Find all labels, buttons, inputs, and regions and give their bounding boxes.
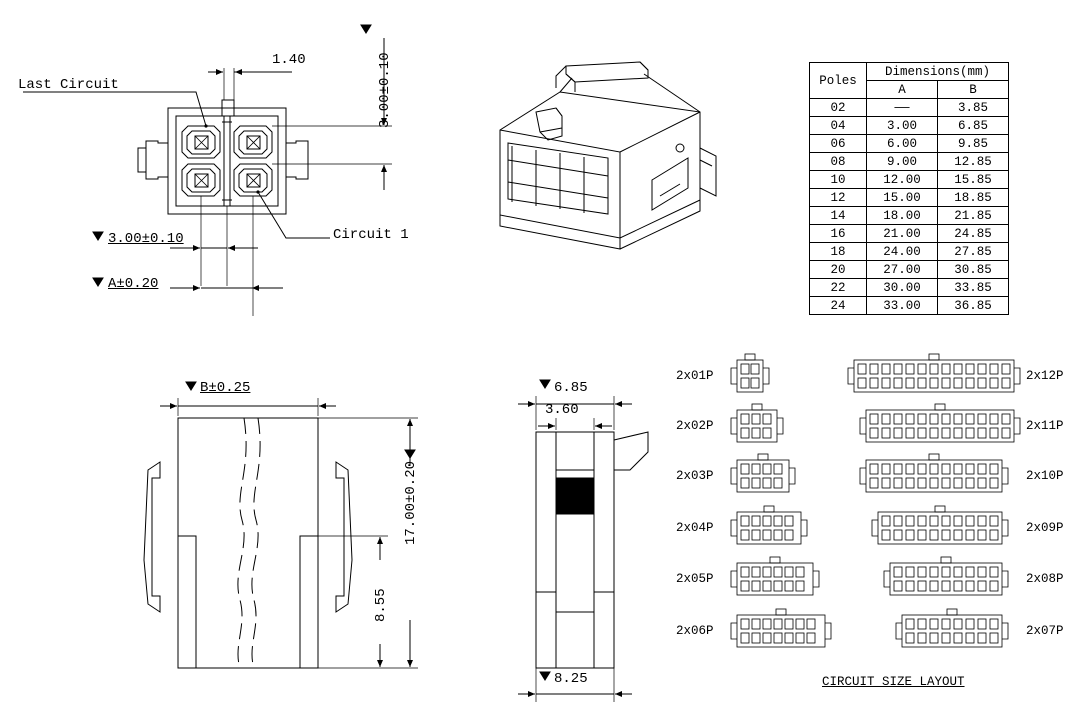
- cell-poles: 06: [810, 135, 867, 153]
- cell-a: 24.00: [867, 243, 938, 261]
- table-row: [810, 225, 1009, 243]
- cell-a: 9.00: [867, 153, 938, 171]
- cell-poles: 20: [810, 261, 867, 279]
- cell-b: 27.85: [938, 243, 1009, 261]
- table-row: [810, 207, 1009, 225]
- label-last-circuit: Last Circuit: [18, 77, 119, 93]
- layout-label-2x11p: 2x11P: [1026, 419, 1064, 433]
- layout-label-2x09p: 2x09P: [1026, 521, 1064, 535]
- cell-b: 9.85: [938, 135, 1009, 153]
- dim-side-top-width: 6.85: [554, 380, 588, 396]
- layout-label-2x06p: 2x06P: [676, 624, 714, 638]
- layout-label-2x07p: 2x07P: [1026, 624, 1064, 638]
- cell-a: 33.00: [867, 297, 938, 315]
- dimensions-table: [809, 62, 1009, 315]
- dim-a: A±0.20: [108, 276, 159, 292]
- cell-a: 15.00: [867, 189, 938, 207]
- table-header-poles: Poles: [810, 63, 867, 99]
- table-row: [810, 279, 1009, 297]
- cell-a: 12.00: [867, 171, 938, 189]
- table-header-a: A: [867, 81, 938, 99]
- cell-a: 30.00: [867, 279, 938, 297]
- table-row: [810, 99, 1009, 117]
- dim-pitch-horizontal: 1.40: [272, 52, 306, 68]
- circuit-size-layout-views: [731, 354, 1020, 647]
- dim-b: B±0.25: [200, 380, 251, 396]
- circuit-size-layout-title: CIRCUIT SIZE LAYOUT: [822, 675, 965, 689]
- cell-a: 18.00: [867, 207, 938, 225]
- layout-label-2x12p: 2x12P: [1026, 369, 1064, 383]
- layout-label-2x03p: 2x03P: [676, 469, 714, 483]
- table-row: [810, 297, 1009, 315]
- table-row: [810, 153, 1009, 171]
- layout-label-2x02p: 2x02P: [676, 419, 714, 433]
- cell-a: 27.00: [867, 261, 938, 279]
- cell-b: 18.85: [938, 189, 1009, 207]
- cell-b: 24.85: [938, 225, 1009, 243]
- cell-a: 21.00: [867, 225, 938, 243]
- cell-poles: 10: [810, 171, 867, 189]
- cell-poles: 18: [810, 243, 867, 261]
- cell-a: 3.00: [867, 117, 938, 135]
- cell-poles: 22: [810, 279, 867, 297]
- label-circuit-1: Circuit 1: [333, 227, 409, 243]
- cell-poles: 02: [810, 99, 867, 117]
- dim-top-view-width: 3.00±0.10: [108, 231, 184, 247]
- cell-a: ——: [867, 99, 938, 117]
- cell-b: 3.85: [938, 99, 1009, 117]
- cell-b: 33.85: [938, 279, 1009, 297]
- table-header-row: [810, 63, 1009, 81]
- cell-b: 21.85: [938, 207, 1009, 225]
- side-view-connector: [518, 380, 648, 702]
- dim-top-view-height: 3.00±0.10: [377, 52, 393, 128]
- table-row: [810, 243, 1009, 261]
- cell-poles: 08: [810, 153, 867, 171]
- layout-label-2x08p: 2x08P: [1026, 572, 1064, 586]
- dim-side-bottom-width: 8.25: [554, 671, 588, 687]
- table-row: [810, 189, 1009, 207]
- cell-b: 30.85: [938, 261, 1009, 279]
- dim-latch-height: 8.55: [373, 588, 389, 622]
- table-header-dimensions: Dimensions(mm): [867, 63, 1009, 81]
- dim-overall-height: 17.00±0.20: [403, 460, 419, 545]
- cell-poles: 12: [810, 189, 867, 207]
- top-view-connector: [23, 25, 392, 316]
- layout-label-2x10p: 2x10P: [1026, 469, 1064, 483]
- isometric-view-connector: [500, 62, 716, 249]
- cell-b: 15.85: [938, 171, 1009, 189]
- cell-poles: 16: [810, 225, 867, 243]
- table-row: [810, 135, 1009, 153]
- cell-a: 6.00: [867, 135, 938, 153]
- table-row: [810, 117, 1009, 135]
- cell-poles: 04: [810, 117, 867, 135]
- cell-b: 12.85: [938, 153, 1009, 171]
- table-row: [810, 261, 1009, 279]
- dim-side-inner-width: 3.60: [545, 402, 579, 418]
- cell-poles: 14: [810, 207, 867, 225]
- table-header-b: B: [938, 81, 1009, 99]
- front-view-connector: [144, 382, 418, 668]
- layout-label-2x05p: 2x05P: [676, 572, 714, 586]
- table-row: [810, 171, 1009, 189]
- layout-label-2x04p: 2x04P: [676, 521, 714, 535]
- layout-label-2x01p: 2x01P: [676, 369, 714, 383]
- cell-b: 6.85: [938, 117, 1009, 135]
- cell-b: 36.85: [938, 297, 1009, 315]
- cell-poles: 24: [810, 297, 867, 315]
